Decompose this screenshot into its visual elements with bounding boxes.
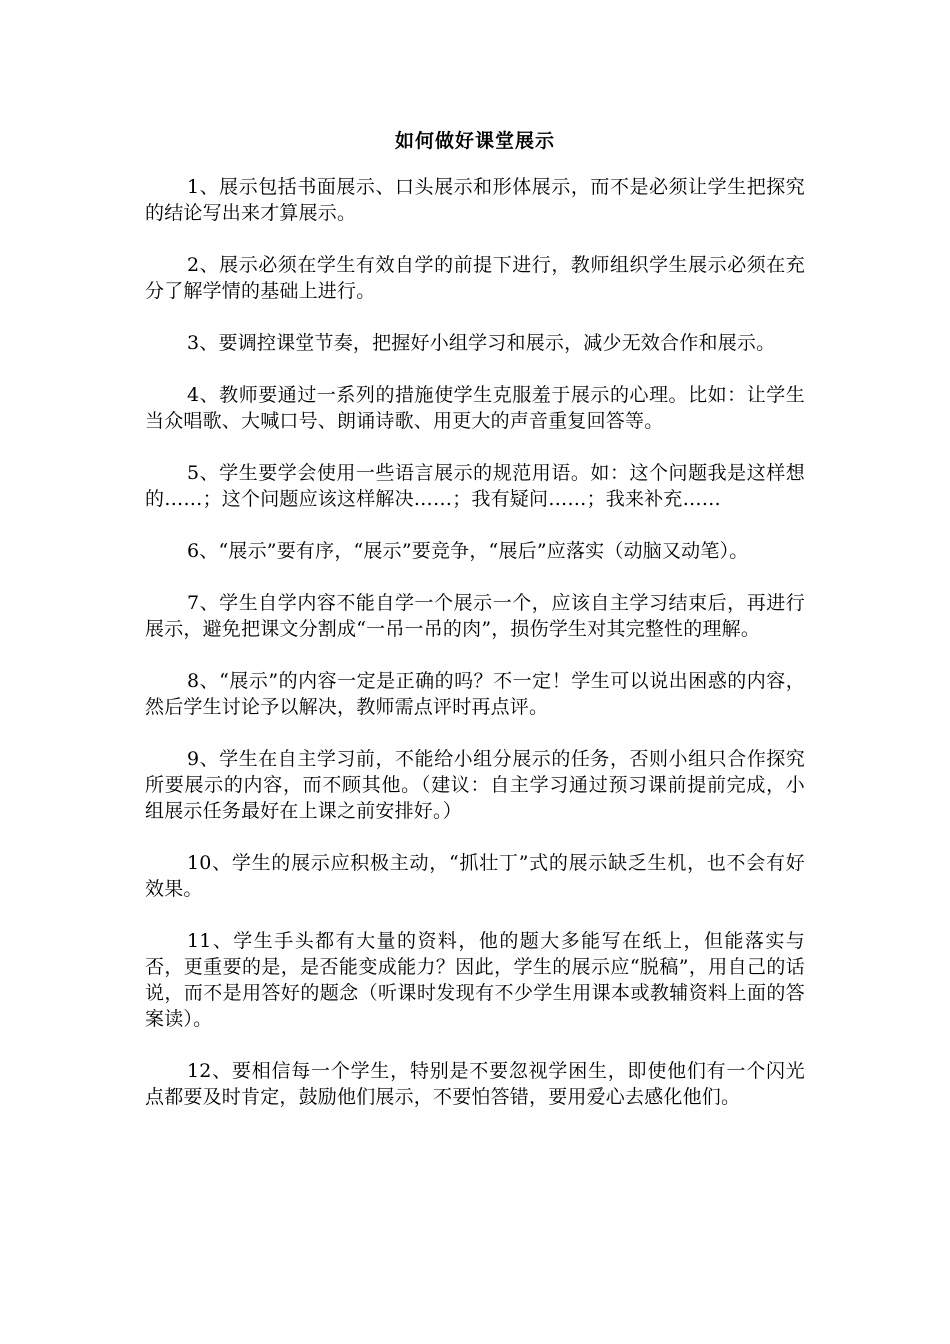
paragraph-8: 8、“展示”的内容一定是正确的吗？不一定！学生可以说出困惑的内容，然后学生讨论予以解决，教师需点评时再点评。 <box>145 670 805 718</box>
paragraph-2: 2、展示必须在学生有效自学的前提下进行，教师组织学生展示必须在充分了解学情的基础上进行。 <box>145 254 805 302</box>
paragraph-12: 12、要相信每一个学生，特别是不要忽视学困生，即使他们有一个闪光点都要及时肯定，鼓励他们展示，不要怕答错，要用爱心去感化他们。 <box>145 1060 805 1108</box>
paragraph-4: 4、教师要通过一系列的措施使学生克服羞于展示的心理。比如：让学生当众唱歌、大喊口号、朗诵诗歌、用更大的声音重复回答等。 <box>145 384 805 432</box>
paragraph-3: 3、要调控课堂节奏，把握好小组学习和展示，减少无效合作和展示。 <box>187 332 776 354</box>
paragraph-1: 1、展示包括书面展示、口头展示和形体展示，而不是必须让学生把探究的结论写出来才算展示。 <box>145 176 805 224</box>
paragraph-5: 5、学生要学会使用一些语言展示的规范用语。如：这个问题我是这样想的……；这个问题应该这样解决……；我有疑问……；我来补充…… <box>145 462 805 510</box>
paragraph-10: 10、学生的展示应积极主动，“抓壮丁”式的展示缺乏生机，也不会有好效果。 <box>145 852 805 900</box>
document-title: 如何做好课堂展示 <box>394 130 555 152</box>
document-body <box>145 174 805 1136</box>
paragraph-6: 6、“展示”要有序，“展示”要竞争，“展后”应落实（动脑又动笔）。 <box>187 540 749 562</box>
paragraph-7: 7、学生自学内容不能自学一个展示一个，应该自主学习结束后，再进行展示，避免把课文分割成“一吊一吊的肉”，损伤学生对其完整性的理解。 <box>145 592 805 640</box>
paragraph-9: 9、学生在自主学习前，不能给小组分展示的任务，否则小组只合作探究所要展示的内容，而不顾其他。（建议：自主学习通过预习课前提前完成，小组展示任务最好在上课之前安排好。） <box>145 748 805 822</box>
paragraph-11: 11、学生手头都有大量的资料，他的题大多能写在纸上，但能落实与否，更重要的是，是否能变成能力？因此，学生的展示应“脱稿”，用自己的话说，而不是用答好的题念（听课时发现有不少学生用课本或教辅资料上面的答案读）。 <box>145 930 805 1030</box>
